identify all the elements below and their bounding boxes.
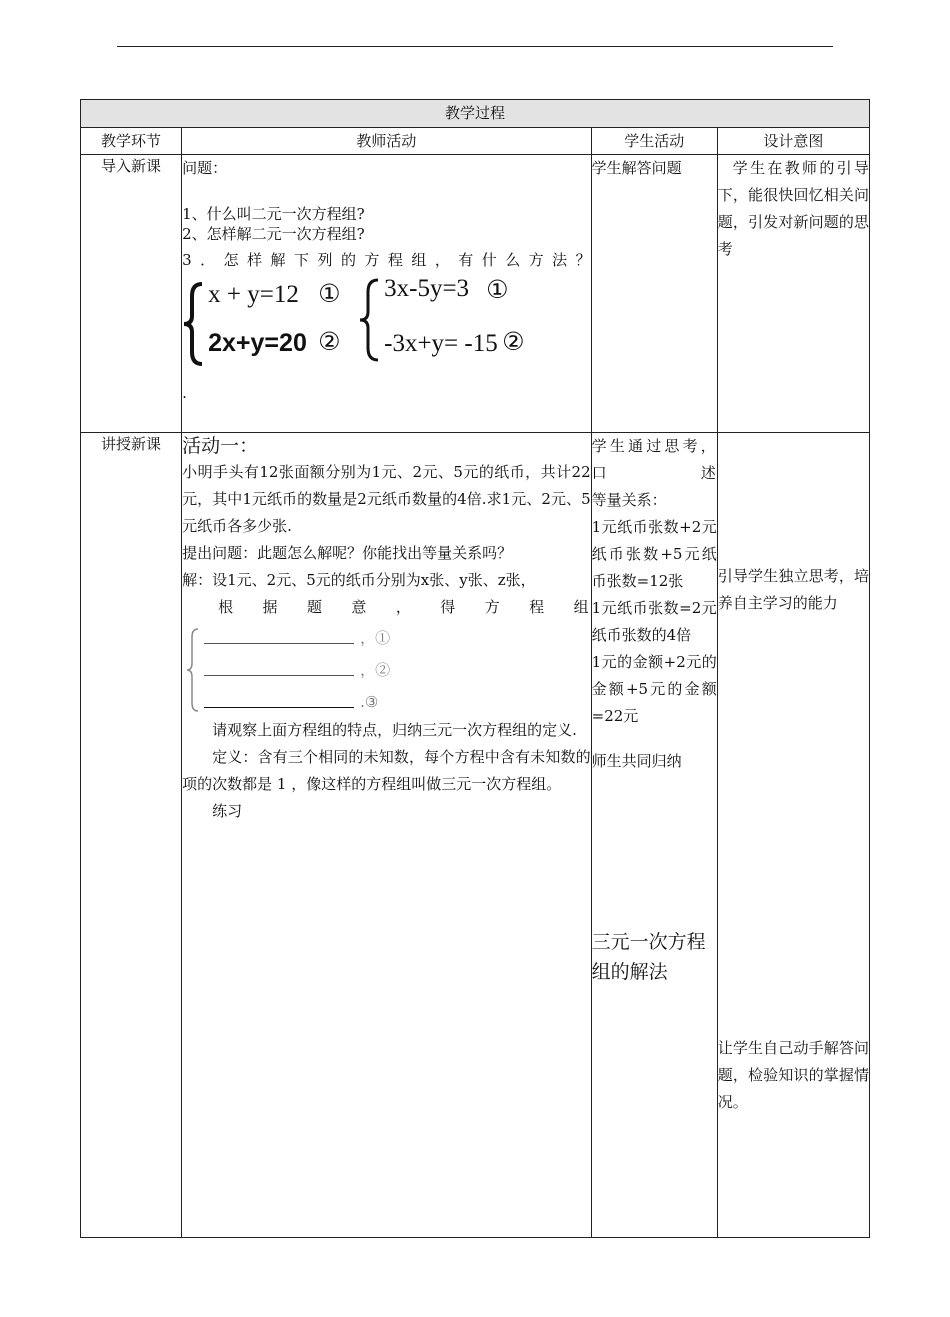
blank-line-3: [204, 707, 354, 708]
student-text-3: 1元纸币张数+2元纸币张数+5元纸币张数=12张: [591, 518, 717, 590]
lesson-plan-table: [80, 99, 870, 1238]
table-title: 教学过程: [81, 100, 870, 128]
observe-instruction: 请观察上面方程组的特点，归纳三元一次方程组的定义.: [212, 721, 577, 739]
left-brace-1: [182, 282, 206, 366]
header-student-activity: 学生活动: [591, 128, 717, 155]
system2-mark1: ①: [486, 275, 509, 304]
system1-mark1: ①: [318, 279, 341, 308]
blank-system-brace: [186, 627, 202, 713]
question-heading: 问题：: [182, 159, 228, 177]
blank-line-1: [204, 643, 354, 644]
blank-line-2: [204, 675, 354, 676]
blank-equation-system: [182, 621, 591, 717]
system1-mark2: ②: [318, 327, 341, 356]
page-header-rule: [117, 46, 833, 47]
question-1: 1、什么叫二元一次方程组?: [182, 205, 365, 223]
intent-text-2: 让学生自己动手解答问题，检验知识的掌握情况。: [717, 1039, 869, 1111]
system2-equation1: 3x-5y=3: [384, 275, 470, 302]
practice-label: 练习: [212, 802, 243, 820]
trailing-dot: .: [182, 384, 187, 402]
definition-text: 定义：含有三个相同的未知数，每个方程中含有未知数的项的次数都是 1 ，像这样的方程组叫做三元一次方程组。: [182, 748, 591, 793]
student-activity-new-lesson: [591, 433, 717, 1238]
header-design-intent: 设计意图: [717, 128, 869, 155]
student-text-1: 学生通过思考，口述: [591, 437, 717, 482]
header-stage: 教学环节: [81, 128, 182, 155]
left-brace-2: [358, 278, 382, 362]
problem-text: 小明手头有12张面额分别为1元、2元、5元的纸币，共计22元，其中1元纸币的数量是2元纸币数量的4倍.求1元、2元、5元纸币各多少张.: [182, 463, 591, 535]
system2-equation2: -3x+y= -15: [384, 330, 498, 357]
question-3: 3．怎样解下列的方程组，有什么方法？: [182, 251, 591, 269]
blank-mark-1: ，①: [360, 629, 391, 647]
question-2: 2、怎样解二元一次方程组?: [182, 225, 365, 243]
system1-equation2: 2x+y=20: [208, 329, 307, 357]
student-activity-intro: 学生解答问题: [591, 155, 717, 433]
system2-mark2: ②: [502, 327, 525, 356]
design-intent-intro: 学生在教师的引导下，能很快回忆相关问题，引发对新问题的思考: [717, 155, 869, 433]
blank-mark-3: .③: [360, 693, 379, 711]
student-text-6: 师生共同归纳: [591, 752, 682, 770]
stage-new-lesson: 讲授新课: [81, 433, 182, 1238]
teacher-activity-new-lesson: [182, 433, 592, 1238]
equation-intro: 根据题意，得方程组: [218, 598, 591, 616]
blank-mark-2: ，②: [360, 661, 391, 679]
activity-heading: 活动一：: [182, 435, 259, 457]
intent-text-1: 引导学生独立思考，培养自主学习的能力: [717, 567, 869, 612]
header-teacher-activity: 教师活动: [182, 128, 592, 155]
student-text-4: 1元纸币张数=2元纸币张数的4倍: [591, 599, 717, 644]
stage-intro: 导入新课: [81, 155, 182, 433]
teacher-activity-intro: [182, 155, 592, 433]
student-text-5: 1元的金额+2元的金额+5元的金额=22元: [591, 653, 717, 725]
student-text-7: 三元一次方程组的解法: [591, 931, 706, 983]
equation-systems: [182, 270, 591, 385]
solution-setup: 解：设1元、2元、5元的纸币分别为x张、y张、z张，: [182, 571, 536, 589]
student-text-2: 等量关系：: [591, 491, 667, 509]
question-prompt: 提出问题：此题怎么解呢？你能找出等量关系吗？: [182, 544, 513, 562]
design-intent-new-lesson: [717, 433, 869, 1238]
system1-equation1: x + y=12: [208, 281, 299, 308]
